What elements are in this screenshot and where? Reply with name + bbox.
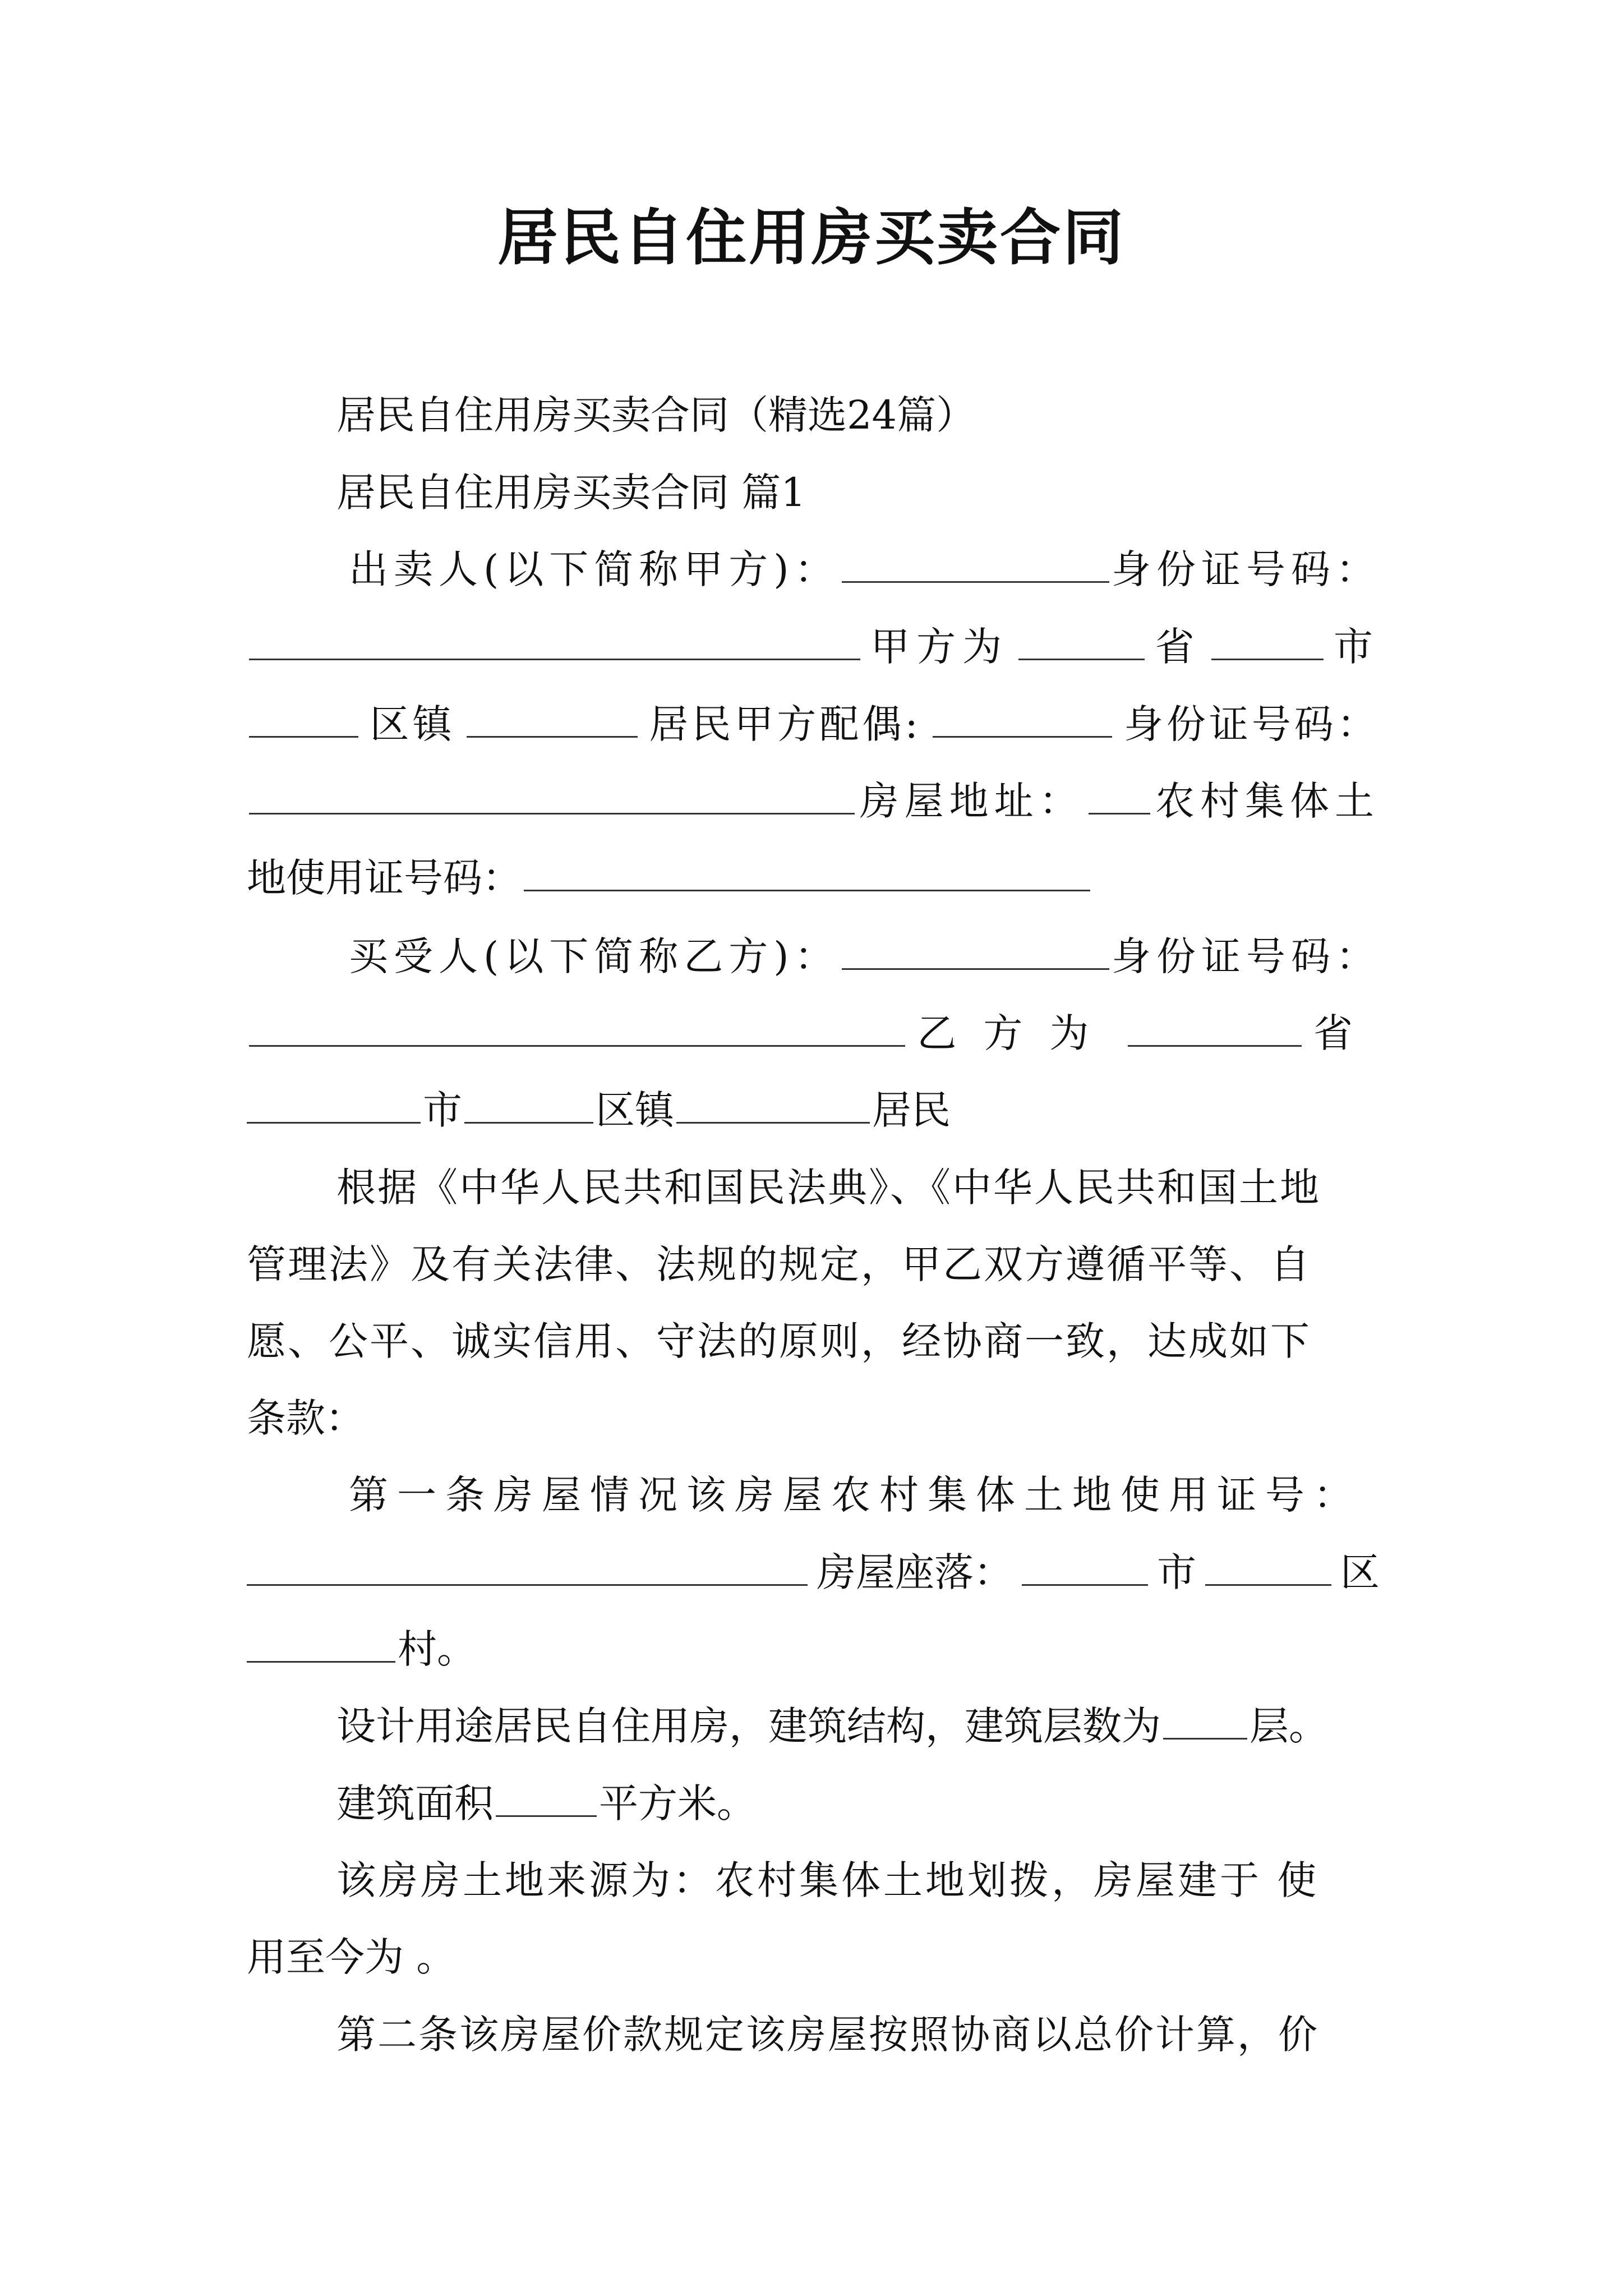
seller-district-label: 区镇 [370,701,455,747]
seller-spouse-label: 居民甲方配偶: [649,701,921,747]
land-cert-number-blank[interactable] [247,1549,808,1586]
seller-id-label: 身份证号码： [1112,546,1381,592]
house-location-label: 房屋座落： [817,1549,1013,1595]
seller-city-label: 市 [1333,624,1380,670]
seller-spouse-blank[interactable] [933,701,1112,738]
buyer-origin-label: 乙方为 [917,1010,1116,1056]
buyer-city-blank[interactable] [247,1087,421,1124]
house-address-blank[interactable] [1089,778,1150,815]
area-line [336,1778,756,1829]
buyer-district-blank[interactable] [464,1087,593,1124]
buyer-line-3 [247,1085,951,1135]
seller-line-1 [349,544,1381,595]
land-cert-blank[interactable] [524,855,1090,891]
seller-spouse-id-label: 身份证号码： [1123,701,1380,747]
location-district-blank[interactable] [1205,1549,1331,1586]
subtitle: 居民自住用房买卖合同（精选24篇） [336,392,976,438]
seller-line-5 [247,853,1092,903]
buyer-resident-label: 居民 [872,1087,951,1133]
buyer-line-1 [349,931,1381,982]
area-blank[interactable] [496,1780,597,1817]
seller-province-blank[interactable] [1018,624,1145,660]
seller-id-blank[interactable] [249,624,860,660]
preamble-line-3: 愿、公平、诚实信用、守法的原则，经协商一致，达成如下 [247,1318,1311,1364]
house-address-label: 房屋地址： [859,778,1084,824]
seller-city-blank[interactable] [1211,624,1324,660]
seller-line-4 [247,776,1380,826]
buyer-province-blank[interactable] [1128,1010,1302,1047]
article-2-heading: 第二条该房屋价款规定该房屋按照协商以总价计算，价 [336,2012,1319,2058]
land-source-line-2: 用至今为 。 [247,1934,456,1980]
area-unit: 平方米。 [599,1780,756,1826]
usage-text: 设计用途居民自住用房，建筑结构，建筑层数为 [336,1703,1161,1749]
seller-line-3 [247,699,1380,749]
preamble-line-4: 条款： [247,1395,365,1441]
seller-district-blank[interactable] [249,701,358,738]
location-village-blank[interactable] [247,1626,395,1663]
seller-label: 出卖人(以下简称甲方)： [349,546,840,592]
buyer-district-label: 区镇 [596,1087,674,1133]
buyer-line-2 [247,1008,1380,1059]
preamble-line-2: 管理法》及有关法律、法规的规定，甲乙双方遵循平等、自 [247,1241,1311,1287]
floors-unit: 层。 [1249,1703,1328,1749]
seller-name-blank[interactable] [842,546,1109,583]
usage-line [336,1701,1328,1751]
chapter-heading: 居民自住用房买卖合同 篇1 [336,470,806,516]
buyer-city-label: 市 [423,1087,462,1133]
land-cert-label-2: 地使用证号码： [247,855,522,901]
location-village-label: 村。 [398,1626,476,1672]
seller-spouse-id-blank[interactable] [249,778,855,815]
location-district-label: 区 [1340,1549,1380,1595]
buyer-name-blank[interactable] [842,933,1109,970]
article-1-line-2 [247,1547,1380,1598]
preamble-line-1: 根据《中华人民共和国民法典》、《中华人民共和国土地 [336,1165,1321,1211]
land-cert-label-1: 农村集体土 [1155,778,1380,824]
seller-origin-label: 甲方为 [870,624,1009,670]
seller-town-blank[interactable] [467,701,638,738]
location-city-blank[interactable] [1022,1549,1148,1586]
document-title: 居民自住用房买卖合同 [497,203,1126,273]
seller-line-2 [247,622,1380,672]
buyer-label: 买受人(以下简称乙方)： [349,933,840,979]
area-label: 建筑面积 [336,1780,494,1826]
buyer-id-label: 身份证号码： [1112,933,1381,979]
buyer-id-blank[interactable] [249,1010,905,1047]
seller-province-label: 省 [1155,624,1201,670]
buyer-town-blank[interactable] [676,1087,870,1124]
article-1-line-3 [247,1624,476,1674]
buyer-province-label: 省 [1313,1010,1380,1056]
floors-blank[interactable] [1163,1703,1247,1740]
location-city-label: 市 [1157,1549,1196,1595]
article-1-heading: 第一条房屋情况该房屋农村集体土地使用证号： [349,1472,1362,1518]
land-source-line-1: 该房房土地来源为：农村集体土地划拨，房屋建于 使 [336,1857,1320,1903]
